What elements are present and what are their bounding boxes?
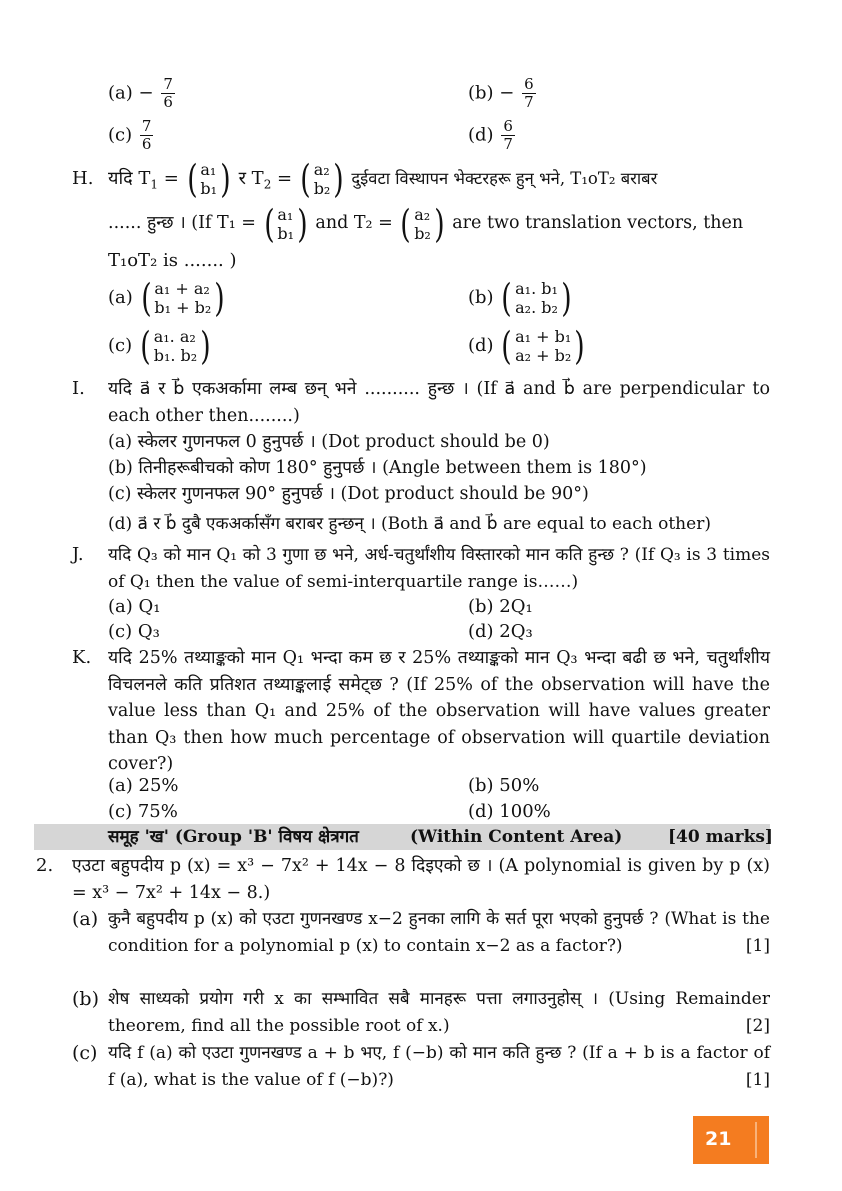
section-marks: [40 marks]	[668, 827, 773, 847]
marks: [1]	[745, 1069, 770, 1090]
question-j-text: यदि Q₃ को मान Q₁ को 3 गुणा छ भने, अर्ध-चतुर्थांशीय विस्तारको मान कति हुन्छ ? (If Q₃ is 3 times of Q₁ then the value of semi-interquartile range is……)	[108, 545, 770, 592]
vector-t2: ( a₂ b₂ )	[300, 157, 344, 201]
vector-t2: ( a₂ b₂ )	[400, 201, 445, 246]
subquestion-label: (b)	[72, 988, 99, 1010]
section-header	[34, 824, 773, 850]
option-b: (b) 50%	[468, 775, 540, 796]
option-d: (d) 2Q₃	[468, 621, 533, 642]
subquestion-b: शेष साध्यको प्रयोग गरी x का सम्भावित सबै मानहरू पत्ता लगाउनुहोस् । (Using Remainder theorem, find all the possible root of x.) [2]	[108, 986, 770, 1039]
option-c: (c) 75%	[108, 801, 178, 822]
question-label: I.	[72, 378, 85, 399]
option-b	[468, 76, 536, 111]
section-subtitle: (Within Content Area)	[410, 827, 623, 847]
option-a: (a) ( a₁ + a₂ b₁ + b₂ )	[108, 276, 225, 320]
option-a: (a) 25%	[108, 775, 179, 796]
option-label: (b) −	[468, 82, 515, 104]
fraction: $\frac{6}{7}$	[503, 117, 513, 153]
option-d: (d) a⃗ र b⃗ दुबै एकअर्कासँग बराबर हुन्छन् । (Both a⃗ and b⃗ are equal to each other)	[108, 514, 711, 534]
option-label: (a) −	[108, 82, 154, 104]
option-c: (c) स्केलर गुणनफल 90° हुनुपर्छ । (Dot product should be 90°)	[108, 484, 589, 504]
question-label: 2.	[36, 855, 54, 876]
vector-t1: ( a₁ b₁ )	[263, 201, 308, 246]
fraction: $\frac{7}{6}$	[141, 117, 152, 153]
question-2-text: एउटा बहुपदीय p (x) = x³ − 7x² + 14x − 8 दिइएको छ । (A polynomial is given by p (x) = x³ − 7x² + 14x − 8.)	[72, 856, 770, 903]
option-a	[108, 76, 175, 111]
subquestion-c: यदि f (a) को एउटा गुणनखण्ड a + b भए, f (−b) को मान कति हुन्छ ? (If a + b is a factor of f (a), what is the value of f (−b)?) [1]	[108, 1040, 770, 1093]
subquestion-a: कुनै बहुपदीय p (x) को एउटा गुणनखण्ड x−2 हुनका लागि के सर्त पूरा भएको हुनुपर्छ ? (What is the condition for a polynomial p (x) to contain x−2 as a factor?) [1]	[108, 906, 770, 959]
badge-divider	[755, 1122, 757, 1158]
question-label: H.	[72, 168, 94, 189]
question-h-line2: ...... हुन्छ । (If T₁ = ( a₁ b₁ ) and T₂ = ( a₂ b₂ ) are two translation vectors, then	[108, 201, 744, 246]
page-number-badge	[693, 1116, 769, 1164]
option-d: (d) ( a₁ + b₁ a₂ + b₂ )	[468, 324, 585, 368]
question-h-line1: यदि $T_1$ = ( a₁ b₁ ) र $T_2$ = ( a₂ b₂ ) दुईवटा विस्थापन भेक्टरहरू हुन् भने, T₁oT₂ बराबर	[108, 157, 658, 201]
question-i-text: यदि a⃗ र b⃗ एकअर्कामा लम्ब छन् भने .......... हुन्छ । (If a⃗ and b⃗ are perpendicular to each other then........)	[108, 379, 770, 426]
option-c: (c) ( a₁. a₂ b₁. b₂ )	[108, 324, 211, 368]
option-d	[468, 118, 515, 153]
marks: [2]	[745, 1015, 770, 1036]
question-label: J.	[72, 544, 84, 565]
subquestion-label: (a)	[72, 908, 99, 930]
question-label: K.	[72, 647, 92, 668]
option-d: (d) 100%	[468, 801, 551, 822]
vector-t1: ( a₁ b₁ )	[186, 157, 231, 201]
option-a: (a) Q₁	[108, 596, 161, 617]
marks: [1]	[745, 935, 770, 956]
option-c	[108, 118, 153, 153]
subquestion-label: (c)	[72, 1042, 98, 1064]
option-b: (b) ( a₁. b₁ a₂. b₂ )	[468, 276, 572, 320]
option-label: (c)	[108, 124, 133, 146]
fraction: $\frac{6}{7}$	[524, 75, 534, 111]
page-number: 21	[705, 1128, 732, 1150]
option-c: (c) Q₃	[108, 621, 160, 642]
question-h-line3: T₁oT₂ is ....... )	[108, 250, 237, 271]
question-k-text: यदि 25% तथ्याङ्कको मान Q₁ भन्दा कम छ र 25% तथ्याङ्कको मान Q₃ भन्दा बढी छ भने, चतुर्थांशीय विचलनले कति प्रतिशत तथ्याङ्कलाई समेट्छ ? (If 25% of the observation will have the value less than Q₁ and 25% of the observation will have values greater than Q₃ then how much percentage of observation will quartile deviation cover?)	[108, 648, 770, 774]
option-a: (a) स्केलर गुणनफल 0 हुनुपर्छ । (Dot product should be 0)	[108, 432, 550, 452]
section-title: समूह 'ख' (Group 'B' विषय क्षेत्रगत	[108, 827, 359, 847]
option-b: (b) तिनीहरूबीचको कोण 180° हुनुपर्छ । (Angle between them is 180°)	[108, 458, 647, 478]
option-label: (d)	[468, 124, 494, 146]
fraction: $\frac{7}{6}$	[163, 75, 173, 111]
option-b: (b) 2Q₁	[468, 596, 533, 617]
